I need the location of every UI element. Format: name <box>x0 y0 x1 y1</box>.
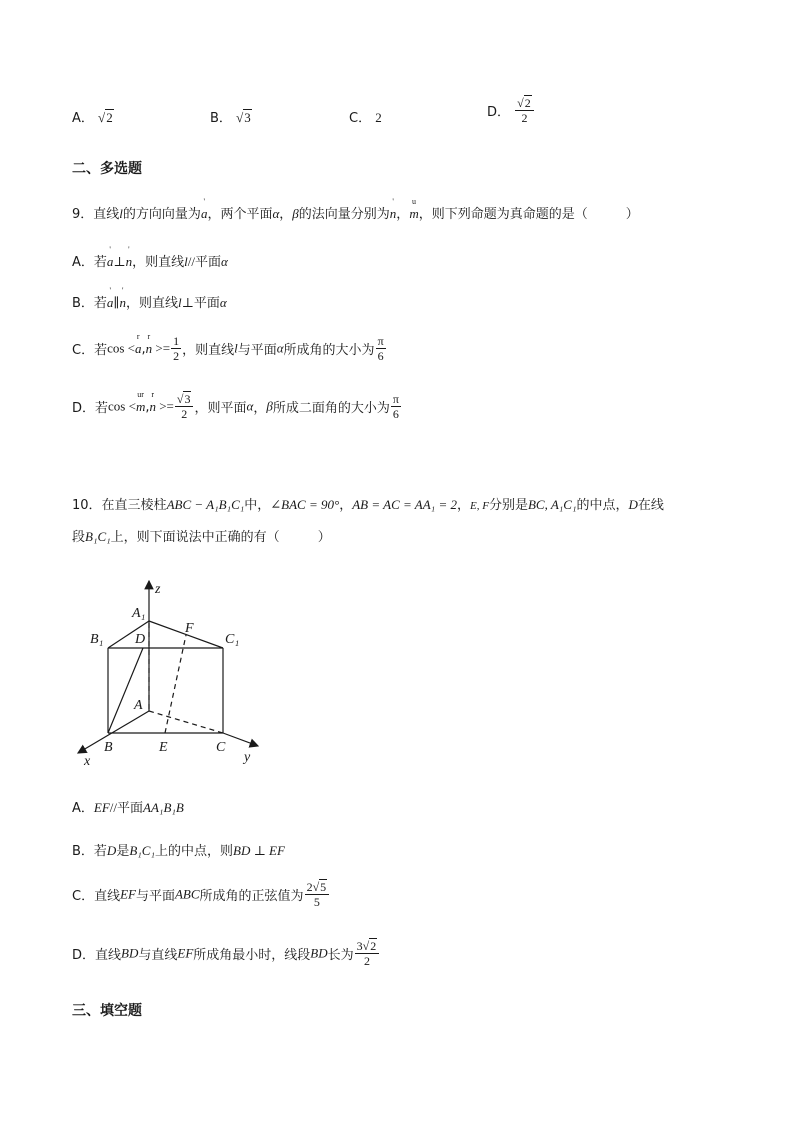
section-title-multiple-choice: 二、多选题 <box>72 161 142 177</box>
prism-figure <box>70 575 270 770</box>
fraction: $\frac{3√2}{2}$ <box>355 940 380 967</box>
label-c1: C₁ <box>225 632 240 647</box>
option-label: A． <box>72 111 94 126</box>
option-label: C． <box>349 111 372 126</box>
option-label: D． <box>487 105 511 120</box>
label-d: D <box>135 632 146 647</box>
fraction: $\frac{√3}{2}$ <box>175 393 194 420</box>
option-label: B． <box>210 111 232 126</box>
q10-option-a: A．EF//平面AA₁B₁B <box>72 800 184 816</box>
y-axis <box>223 733 258 746</box>
label-f: F <box>185 621 194 636</box>
fraction: $\frac{\pi}{6}$ <box>377 334 384 363</box>
label-a1: A₁ <box>132 606 146 621</box>
label-b1: B₁ <box>90 632 104 647</box>
q9-option-b: B．若 ' a∥ ' n，则直线l⊥平面α <box>72 286 227 311</box>
fraction: $\frac{2√5}{5}$ <box>305 881 330 908</box>
vector-m: u m <box>409 197 419 221</box>
label-e: E <box>159 740 168 755</box>
label-x: x <box>84 754 91 769</box>
section-title-fill-blank: 三、填空题 <box>72 1003 142 1019</box>
sqrt-value: √2 <box>98 110 113 125</box>
q9-option-d: D．若cos < ur m, r n >= $\frac{√3}{2}$ ，则平面α，β所成二面角的大小为 $\frac{\pi}{6}$ <box>72 389 399 421</box>
q10-stem-line1: 10．在直三棱柱ABC − A₁B₁C₁中，∠BAC = 90°，AB = AC = AA₁ = 2，E, F分别是BC, A₁C₁的中点，D在线 <box>72 497 664 513</box>
label-b: B <box>104 740 113 755</box>
q10-option-b: B．若D是B₁C₁上的中点，则BD ⊥ EF <box>72 843 285 859</box>
q8-option-c <box>349 107 382 126</box>
q9-stem: 9．直线l的方向向量为 ' a，两个平面α，β的法向量分别为 ' n， u m，则下列命题为真命题的是（ ） <box>72 197 639 222</box>
label-c: C <box>216 740 226 755</box>
label-a: A <box>134 698 143 713</box>
q8-option-d <box>487 97 535 124</box>
q10-option-d: D．直线BD与直线EF所成角最小时，线段BD长为 $\frac{3√2}{2}$ <box>72 940 380 967</box>
q8-option-a <box>72 107 114 126</box>
label-z: z <box>155 582 161 597</box>
option-value: 2 <box>375 110 382 125</box>
fraction: $\frac{\pi}{6}$ <box>392 392 399 421</box>
q8-option-b <box>210 107 252 126</box>
q10-stem-line2: 段B₁C₁上，则下面说法中正确的有（ ） <box>72 529 331 545</box>
q9-option-a: A．若 ' a⊥ ' n，则直线l//平面α <box>72 245 228 270</box>
x-axis <box>78 711 149 753</box>
label-y: y <box>244 750 251 765</box>
sqrt-value: √3 <box>236 110 251 125</box>
fraction: $\frac{√2}{2}$ <box>515 97 534 124</box>
q9-option-c: C．若cos < r a, r n >= $\frac{1}{2}$ ，则直线l与平面α所成角的大小为 $\frac{\pi}{6}$ <box>72 331 384 363</box>
vector-n: ' n <box>389 197 397 221</box>
vector-a: ' a <box>200 197 208 221</box>
fraction: $\frac{1}{2}$ <box>173 334 180 363</box>
q10-option-c: C．直线EF与平面ABC所成角的正弦值为 $\frac{2√5}{5}$ <box>72 881 330 908</box>
